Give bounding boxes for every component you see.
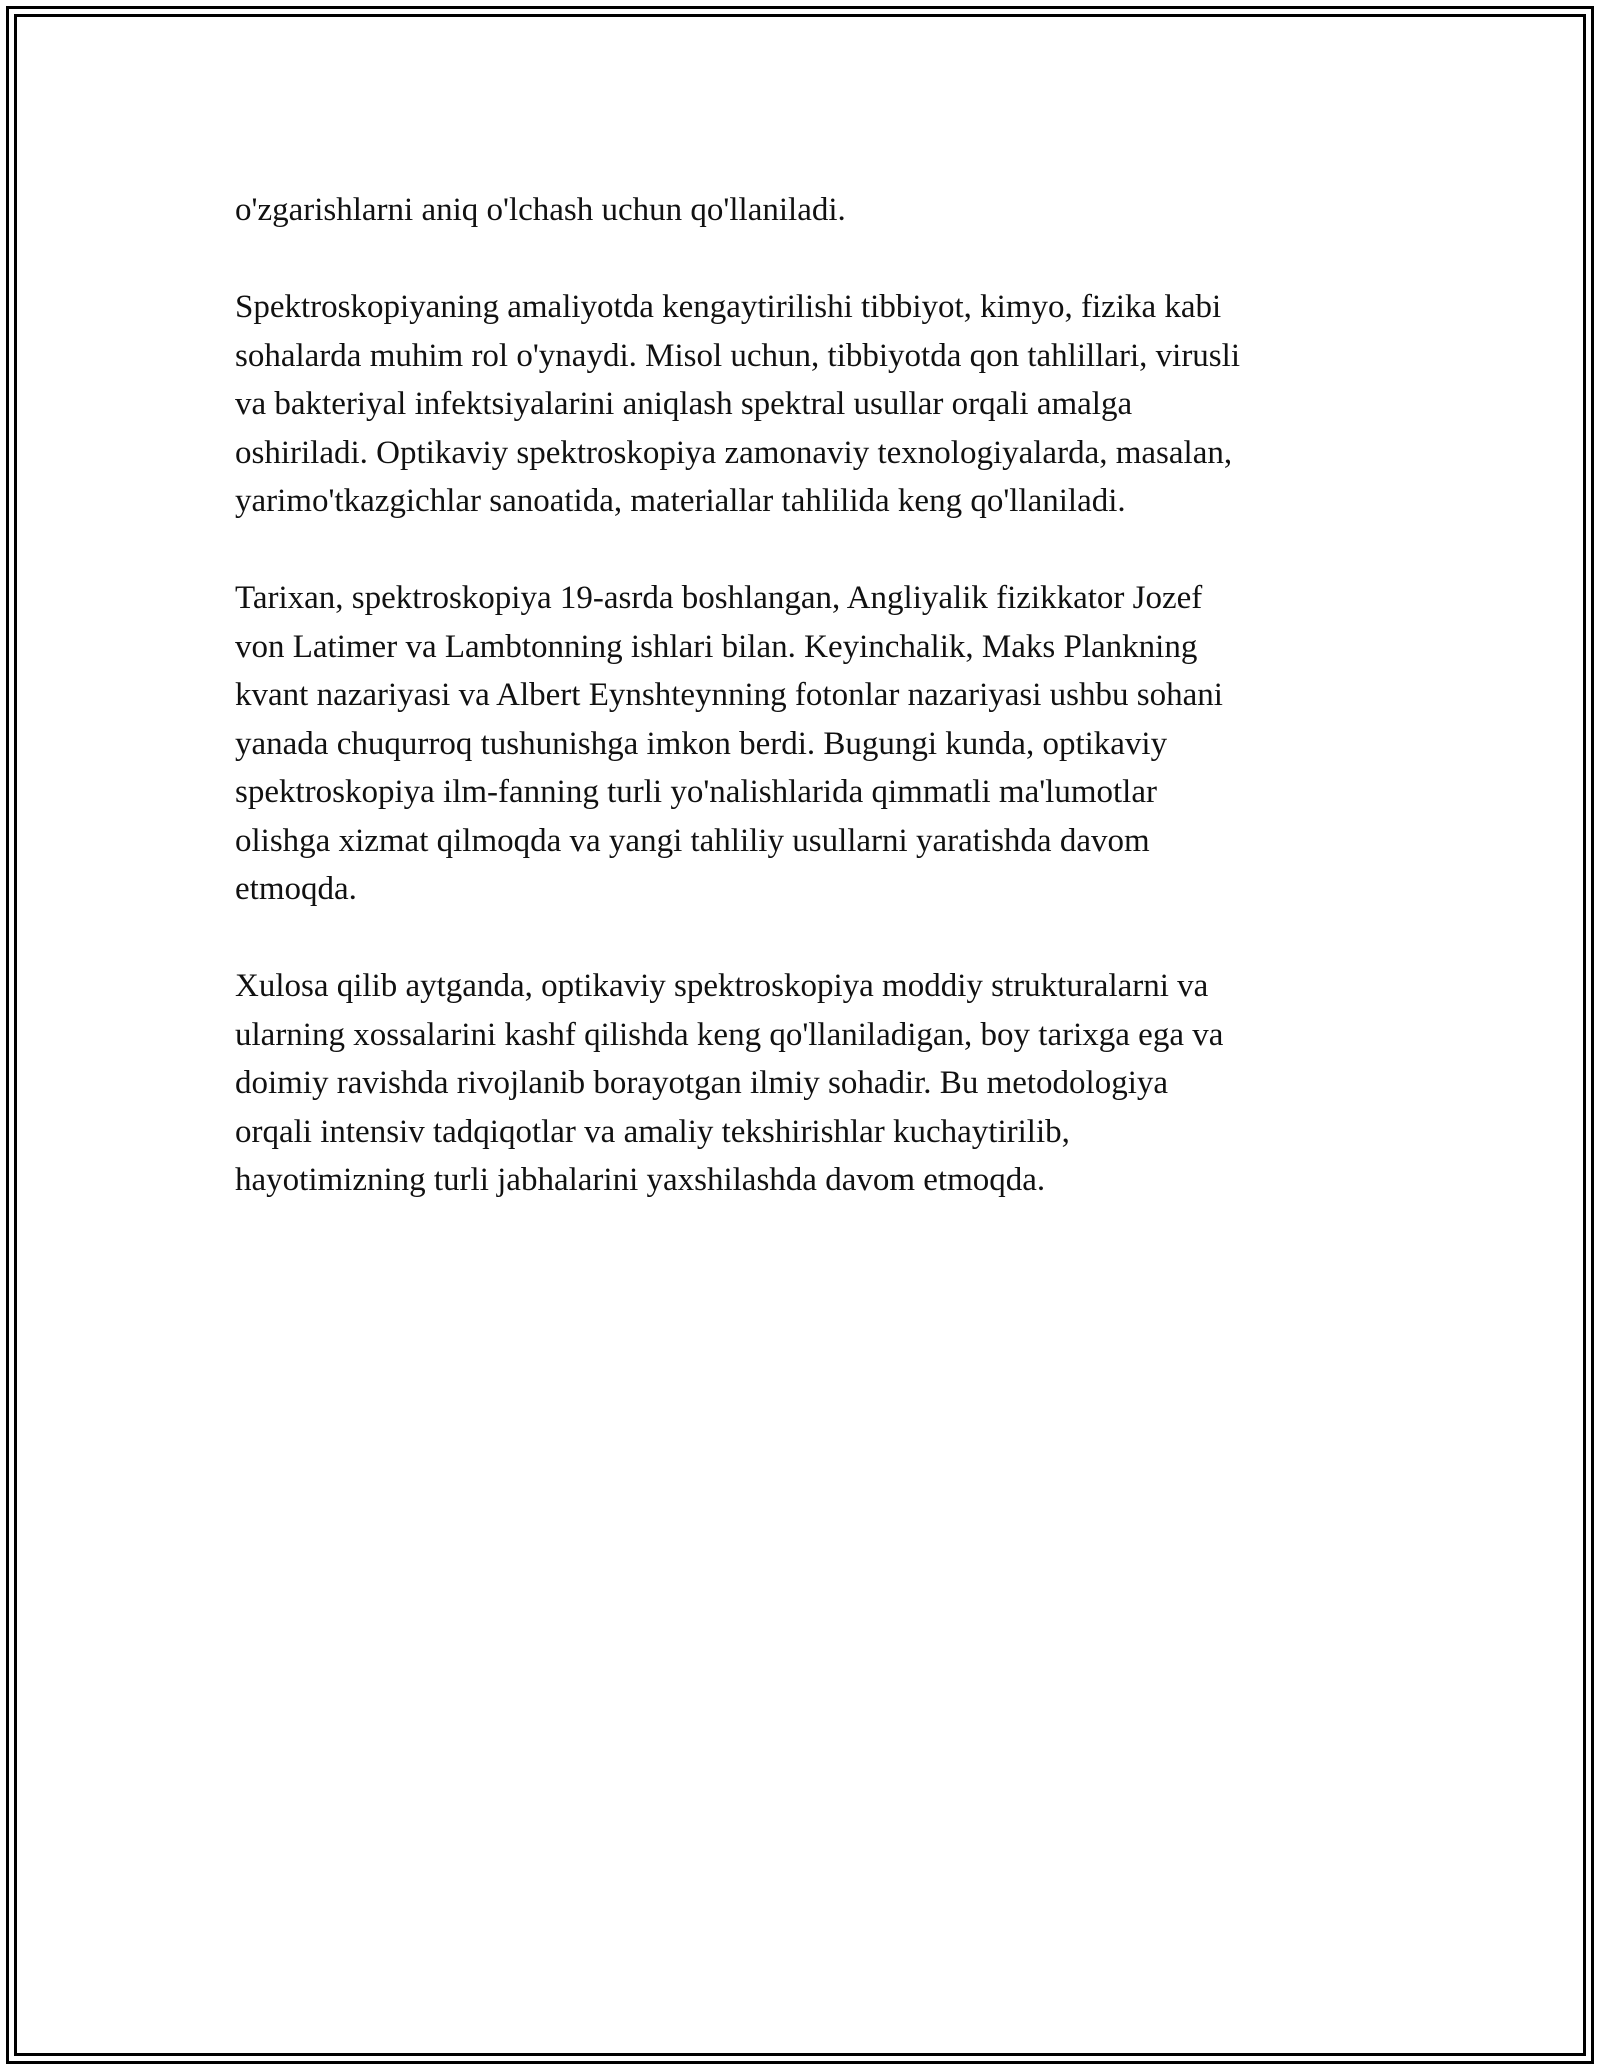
document-page xyxy=(235,186,1365,1253)
paragraph-1: o'zgarishlarni aniq o'lchash uchun qo'llaniladi. xyxy=(235,192,846,228)
paragraph-2: Spektroskopiyaning amaliyotda kengaytirilishi tibbiyot, kimyo, fizika kabi sohalarda muhim rol o'ynaydi. Misol uchun, tibbiyotda qon tahlillari, virusli va bakteriyal infektsiyalarini aniqlash spektral usullar orqali amalga oshiriladi. Optikaviy spektroskopiya zamonaviy texnologiyalarda, masalan, yarimo'tkazgichlar sanoatida, materiallar tahlilida keng qo'llaniladi. xyxy=(235,289,1240,519)
paragraph-3: Tarixan, spektroskopiya 19-asrda boshlangan, Angliyalik fizikkator Jozef von Latimer va Lambtonning ishlari bilan. Keyinchalik, Maks Plankning kvant nazariyasi va Albert Eynshteynning fotonlar nazariyasi ushbu sohani yanada chuqurroq tushunishga imkon berdi. Bugungi kunda, optikaviy spektroskopiya ilm-fanning turli yo'nalishlarida qimmatli ma'lumotlar olishga xizmat qilmoqda va yangi tahliliy usullarni yaratishda davom etmoqda. xyxy=(235,580,1223,907)
paragraph-4: Xulosa qilib aytganda, optikaviy spektroskopiya moddiy strukturalarni va ularning xossalarini kashf qilishda keng qo'llaniladigan, boy tarixga ega va doimiy ravishda rivojlanib borayotgan ilmiy sohadir. Bu metodologiya orqali intensiv tadqiqotlar va amaliy tekshirishlar kuchaytirilib, hayotimizning turli jabhalarini yaxshilashda davom etmoqda. xyxy=(235,968,1224,1198)
